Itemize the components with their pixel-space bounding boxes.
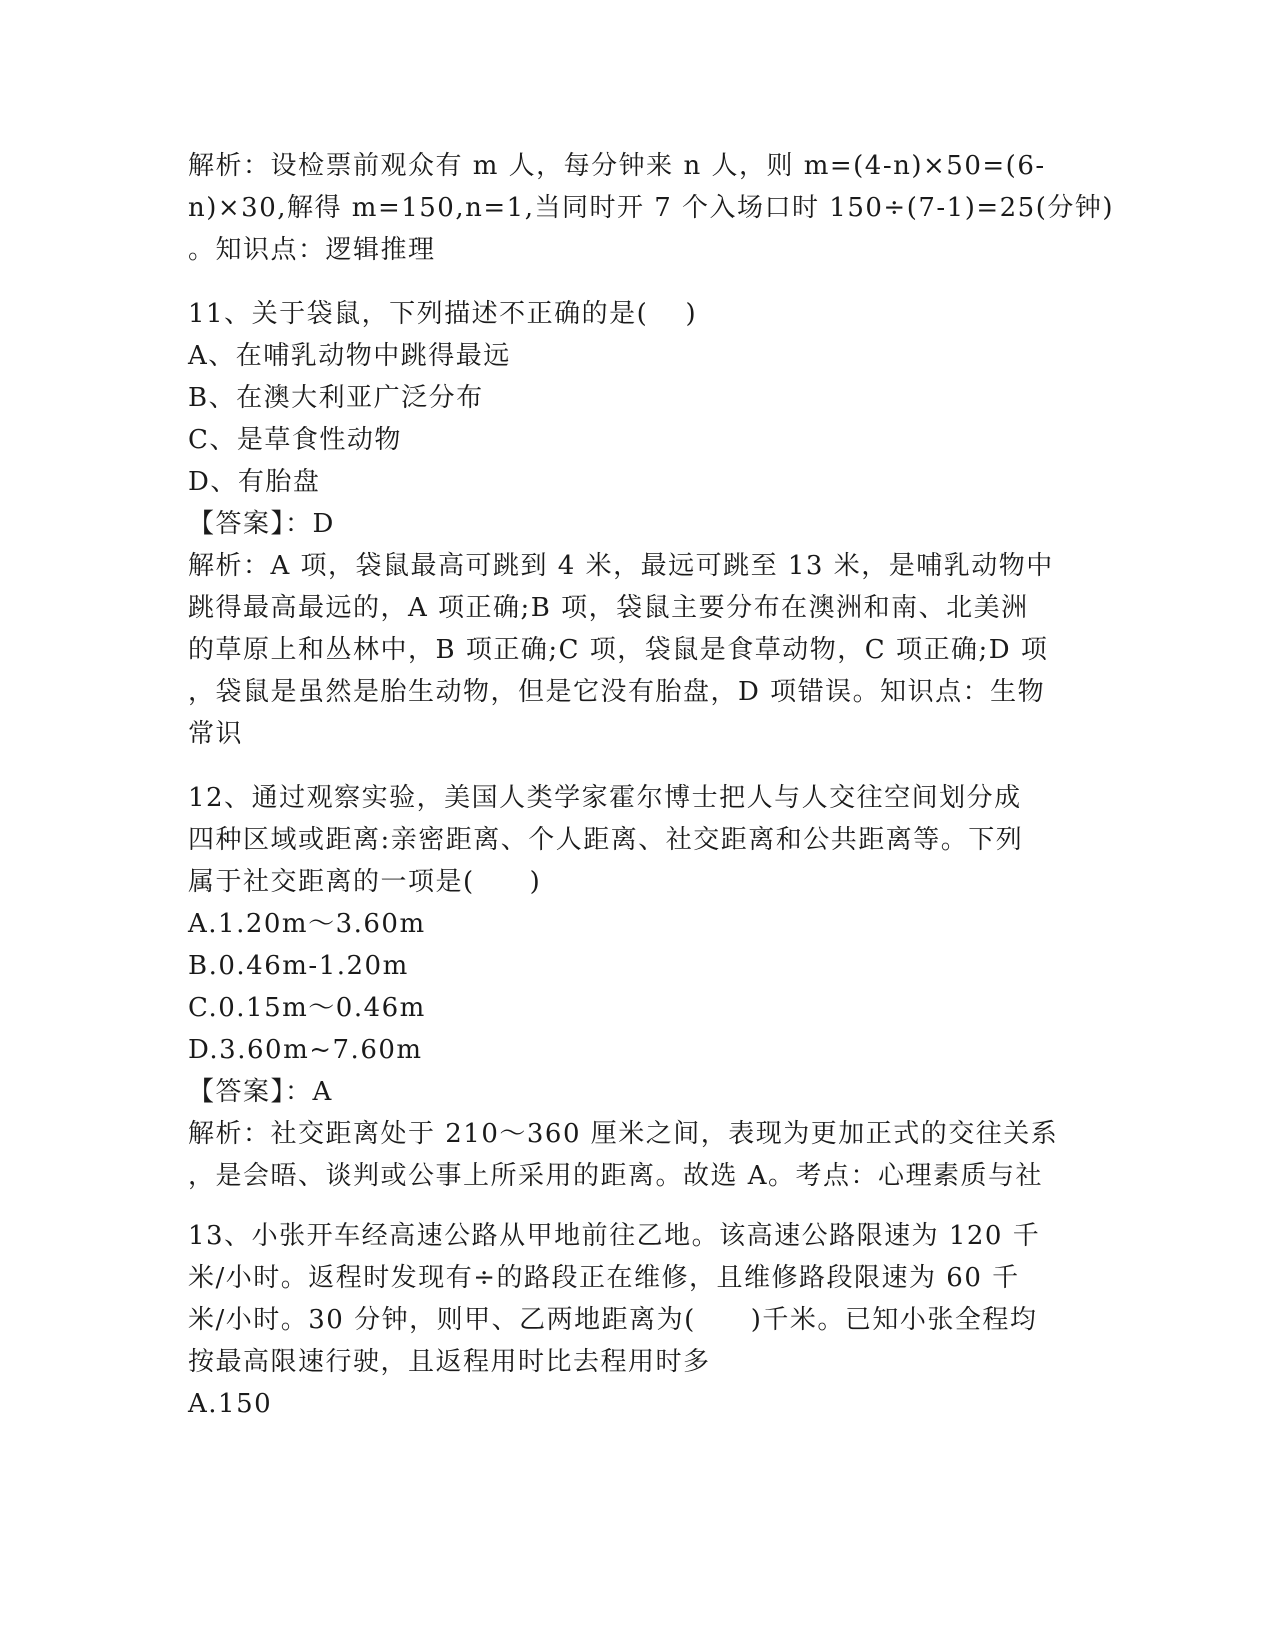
answer: 【答案】：D [188, 509, 335, 539]
option-b: B、在澳大利亚广泛分布 [188, 383, 484, 413]
document-content [188, 145, 1115, 1425]
question-stem: 按最高限速行驶，且返程用时比去程用时多 [188, 1347, 711, 1377]
spacer [188, 1197, 1088, 1215]
option-a: A.150 [188, 1389, 273, 1419]
explanation-line: 解析：社交距离处于 210～360 厘米之间，表现为更加正式的交往关系 [188, 1119, 1059, 1149]
q10-explanation [188, 145, 1115, 271]
explanation-line: 跳得最高最远的，A 项正确;B 项，袋鼠主要分布在澳洲和南、北美洲 [188, 593, 1029, 623]
question-stem: 属于社交距离的一项是( ) [188, 867, 542, 897]
explanation-line: 常识 [188, 719, 244, 749]
question-11 [188, 293, 1088, 755]
option-d: D、有胎盘 [188, 467, 321, 497]
explanation-line: 解析：A 项，袋鼠最高可跳到 4 米，最远可跳至 13 米，是哺乳动物中 [188, 551, 1054, 581]
spacer [188, 755, 1088, 777]
question-stem: 米/小时。返程时发现有÷的路段正在维修，且维修路段限速为 60 千 [188, 1263, 1020, 1293]
explanation-line: 。知识点：逻辑推理 [188, 235, 436, 265]
option-d: D.3.60m~7.60m [188, 1035, 423, 1065]
explanation-line: ，袋鼠是虽然是胎生动物，但是它没有胎盘，D 项错误。知识点：生物 [188, 677, 1046, 707]
question-stem: 13、小张开车经高速公路从甲地前往乙地。该高速公路限速为 120 千 [188, 1221, 1041, 1251]
question-stem: 四种区域或距离:亲密距离、个人距离、社交距离和公共距离等。下列 [188, 825, 1024, 855]
option-c: C.0.15m～0.46m [188, 993, 426, 1023]
question-stem: 12、通过观察实验，美国人类学家霍尔博士把人与人交往空间划分成 [188, 783, 1022, 813]
spacer [188, 271, 1088, 293]
answer: 【答案】：A [188, 1077, 333, 1107]
question-12 [188, 777, 1088, 1197]
option-b: B.0.46m-1.20m [188, 951, 409, 981]
option-c: C、是草食性动物 [188, 425, 402, 455]
option-a: A.1.20m～3.60m [188, 909, 426, 939]
explanation-line: 的草原上和丛林中，B 项正确;C 项，袋鼠是食草动物，C 项正确;D 项 [188, 635, 1049, 665]
question-stem: 米/小时。30 分钟，则甲、乙两地距离为( )千米。已知小张全程均 [188, 1305, 1038, 1335]
explanation-line: ，是会晤、谈判或公事上所采用的距离。故选 A。考点：心理素质与社 [188, 1161, 1044, 1191]
question-stem: 11、关于袋鼠，下列描述不正确的是( ) [188, 299, 698, 329]
question-13 [188, 1215, 1088, 1425]
explanation-line: 解析：设检票前观众有 m 人，每分钟来 n 人，则 m=(4-n)×50=(6- [188, 151, 1046, 181]
explanation-line: n)×30,解得 m=150,n=1,当同时开 7 个入场口时 150÷(7-1)=25(分钟) [188, 193, 1115, 223]
option-a: A、在哺乳动物中跳得最远 [188, 341, 511, 371]
